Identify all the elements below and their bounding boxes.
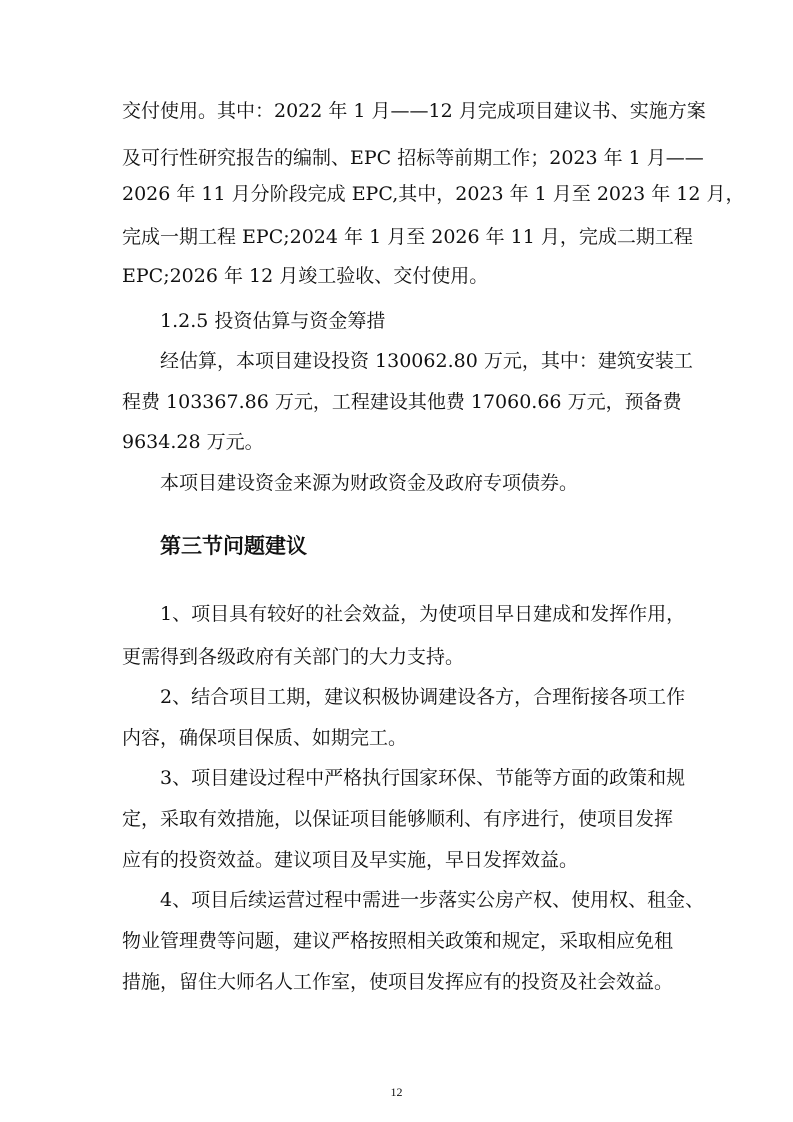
body-text-line: 程费 103367.86 万元，工程建设其他费 17060.66 万元，预备费 [122,391,682,413]
body-text-line: 完成一期工程 EPC;2024 年 1 月至 2026 年 11 月，完成二期工程 [122,226,693,248]
body-text-line: 经估算，本项目建设投资 130062.80 万元，其中：建筑安装工 [160,350,693,372]
section-heading: 第三节问题建议 [160,534,307,558]
suggestion-line: 2、结合项目工期，建议积极协调建设各方，合理衔接各项工作 [160,686,686,708]
body-text-line: EPC;2026 年 12 月竣工验收、交付使用。 [122,265,489,287]
subsection-title: 1.2.5 投资估算与资金筹措 [160,310,386,332]
suggestion-line: 1、项目具有较好的社会效益，为使项目早日建成和发挥作用， [160,603,686,625]
suggestion-line: 物业管理费等问题，建议严格按照相关政策和规定，采取相应免租 [122,930,674,952]
suggestion-line: 内容，确保项目保质、如期完工。 [122,727,408,749]
page-number: 12 [390,1085,403,1099]
body-text-line: 及可行性研究报告的编制、EPC 招标等前期工作；2023 年 1 月—— [122,147,704,169]
suggestion-line: 应有的投资效益。建议项目及早实施，早日发挥效益。 [122,849,579,871]
body-text-line: 交付使用。其中：2022 年 1 月——12 月完成项目建议书、实施方案 [122,100,706,122]
body-text-line: 本项目建设资金来源为财政资金及政府专项债券。 [160,472,579,494]
suggestion-line: 更需得到各级政府有关部门的大力支持。 [122,646,465,668]
suggestion-line: 3、项目建设过程中严格执行国家环保、节能等方面的政策和规 [160,767,686,789]
suggestion-line: 定，采取有效措施，以保证项目能够顺利、有序进行，使项目发挥 [122,808,674,830]
suggestion-line: 措施，留住大师名人工作室，使项目发挥应有的投资及社会效益。 [122,971,674,993]
body-text-line: 9634.28 万元。 [122,431,264,453]
body-text-line: 2026 年 11 月分阶段完成 EPC,其中，2023 年 1 月至 2023 年 12 月， [122,183,745,205]
suggestion-line: 4、项目后续运营过程中需进一步落实公房产权、使用权、租金、 [160,889,705,911]
